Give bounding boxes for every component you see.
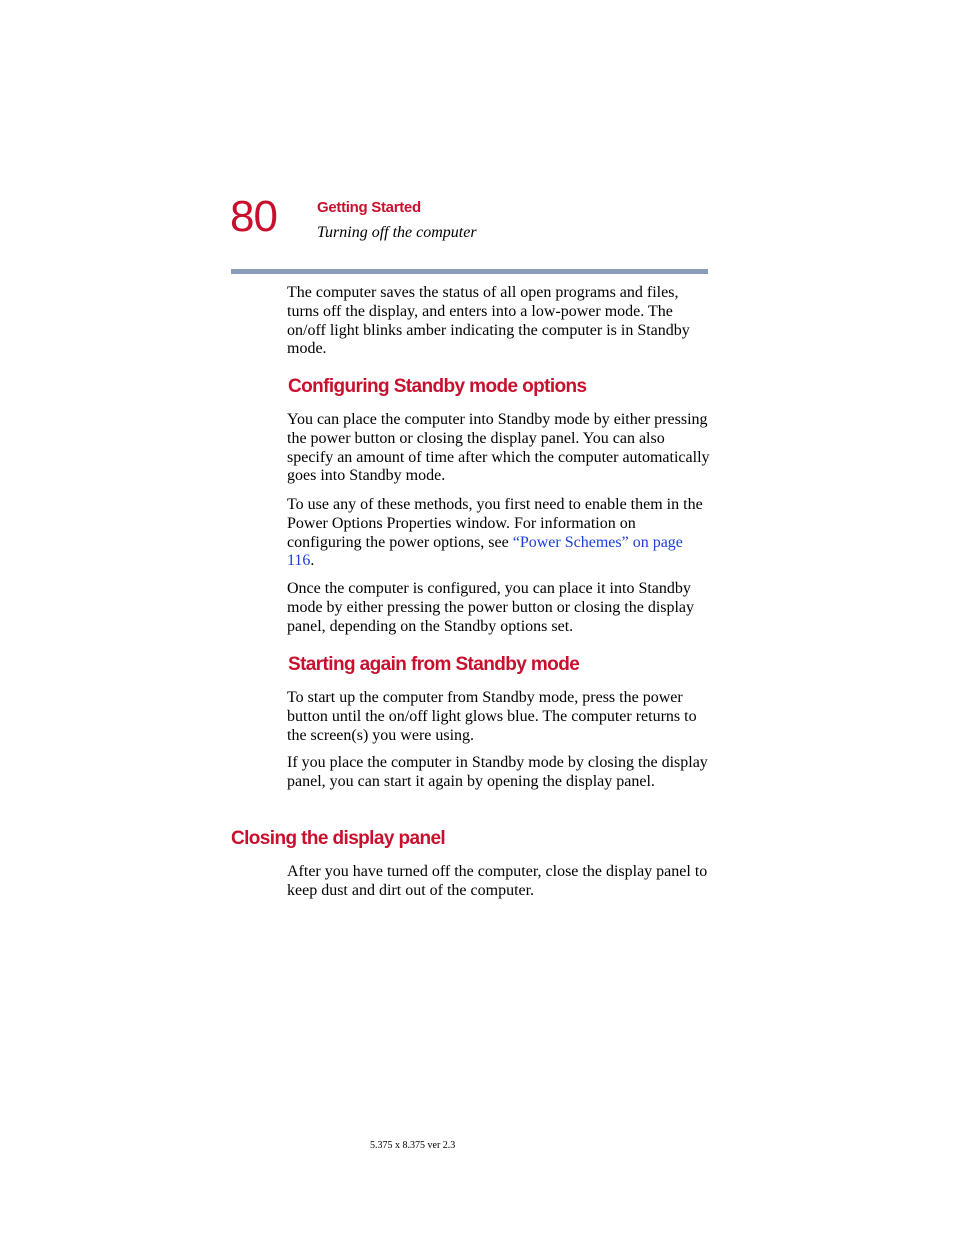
- starting-paragraph-2: If you place the computer in Standby mode by closing the display panel, you can start it again by opening the display panel.: [287, 754, 708, 790]
- power-schemes-link[interactable]: “Power Schemes” on page 116: [287, 533, 683, 570]
- configuring-paragraph-1: You can place the computer into Standby mode by either pressing the power button or closing the display panel. You can also specify an amount of time after which the computer automatically goes into Standby mode.: [287, 411, 710, 485]
- page-number: 80: [230, 192, 277, 241]
- configuring-paragraph-3: Once the computer is configured, you can place it into Standby mode by either pressing the power button or closing the display panel, depending on the Standby options set.: [287, 580, 695, 635]
- configuring-paragraph-2-end: .: [310, 552, 315, 570]
- heading-starting-again: Starting again from Standby mode: [288, 654, 580, 675]
- heading-closing-display: Closing the display panel: [231, 828, 446, 849]
- closing-paragraph-1: After you have turned off the computer, close the display panel to keep dust and dirt out of the computer.: [287, 863, 708, 899]
- chapter-title: Getting Started: [317, 199, 421, 216]
- configuring-paragraph-2-text: To use any of these methods, you first need to enable them in the Power Options Properties window. For information on configuring the power options, see: [287, 496, 703, 551]
- intro-paragraph: The computer saves the status of all open programs and files, turns off the display, and enters into a low-power mode. The on/off light blinks amber indicating the computer is in Standby mode.: [287, 284, 690, 358]
- heading-configuring-standby: Configuring Standby mode options: [288, 376, 587, 397]
- header-rule: [231, 269, 708, 274]
- section-title: Turning off the computer: [317, 224, 477, 241]
- configuring-paragraph-2: [287, 496, 712, 571]
- starting-paragraph-1: To start up the computer from Standby mode, press the power button until the on/off light glows blue. The computer returns to the screen(s) you were using.: [287, 689, 697, 744]
- footer-version: 5.375 x 8.375 ver 2.3: [370, 1140, 456, 1151]
